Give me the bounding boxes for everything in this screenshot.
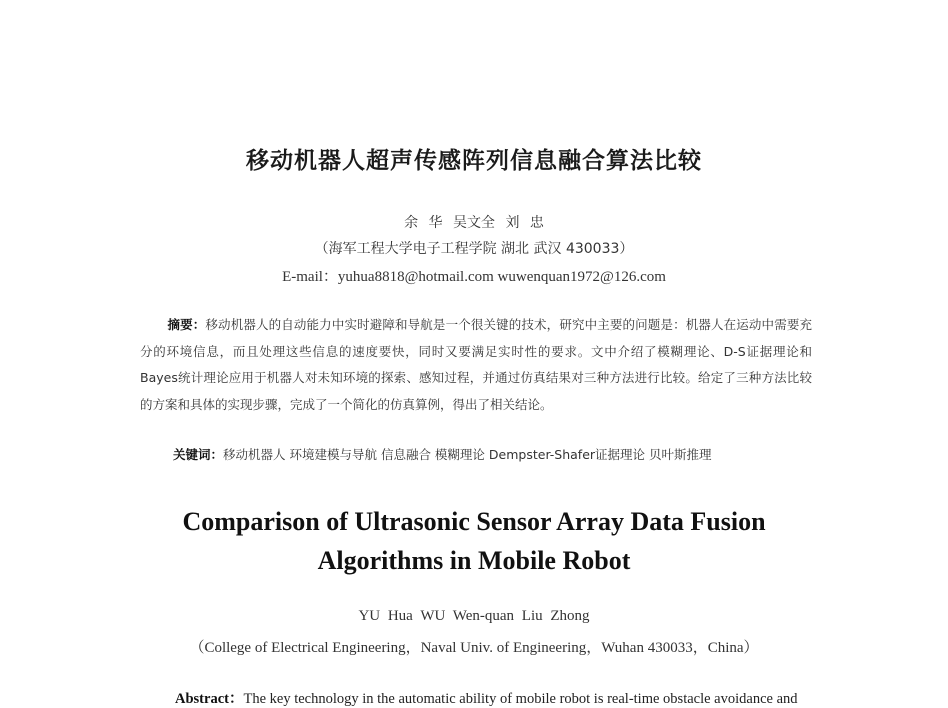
english-title-line-1: Comparison of Ultrasonic Sensor Array Data Fusion	[182, 507, 766, 536]
chinese-authors: 余 华 吴文全 刘 忠	[404, 215, 544, 231]
chinese-keywords-text: 移动机器人 环境建模与导航 信息融合 模糊理论 Dempster-Shafer证据理论 贝叶斯推理	[223, 447, 712, 462]
english-title-line-2: Algorithms in Mobile Robot	[317, 546, 631, 575]
chinese-title: 移动机器人超声传感阵列信息融合算法比较	[246, 148, 702, 174]
author-email: E-mail：yuhua8818@hotmail.com wuwenquan1972@126.com	[282, 269, 666, 285]
chinese-abstract-label: 摘要：	[167, 317, 206, 332]
english-abstract	[175, 687, 825, 708]
english-abstract-label: Abstract：	[175, 691, 244, 707]
chinese-abstract-text: 移动机器人的自动能力中实时避障和导航是一个很关键的技术，研究中主要的问题是：机器人在运动中需要充分的环境信息，而且处理这些信息的速度要快，同时又要满足实时性的要求。文中介绍了模糊理论、D-S证据理论和Bayes统计理论应用于机器人对未知环境的探索、感知过程，并通过仿真结果对三种方法进行比较。给定了三种方法比较的方案和具体的实现步骤，完成了一个简化的仿真算例，得出了相关结论。	[140, 317, 812, 412]
chinese-keywords-label: 关键词：	[173, 447, 224, 462]
chinese-affiliation: （海军工程大学电子工程学院 湖北 武汉 430033）	[314, 241, 634, 257]
english-title	[0, 502, 948, 580]
english-abstract-text: The key technology in the automatic ability of mobile robot is real-time obstacle avoidance and	[243, 691, 798, 707]
chinese-abstract	[140, 312, 812, 418]
chinese-keywords	[173, 445, 833, 463]
english-affiliation: （College of Electrical Engineering，Naval Univ. of Engineering，Wuhan 430033，China）	[189, 640, 759, 656]
english-authors: YU Hua WU Wen-quan Liu Zhong	[358, 608, 590, 624]
